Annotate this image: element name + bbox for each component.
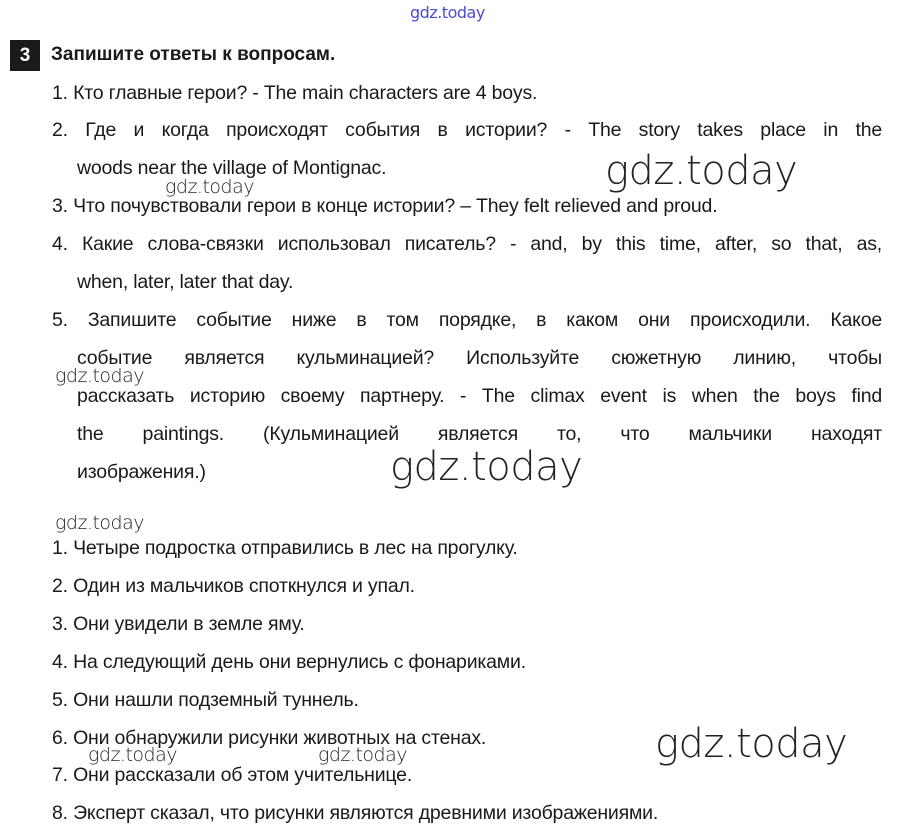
answer-line: рассказать историю своему партнеру. - The climax event is when the boys find [77, 385, 882, 407]
answer-line: 1. Кто главные герои? - The main characters are 4 boys. [52, 82, 538, 104]
event-item: 1. Четыре подростка отправились в лес на прогулку. [52, 537, 518, 559]
watermark: gdz.today [605, 148, 798, 194]
answer-line: woods near the village of Montignac. [77, 157, 387, 179]
watermark: gdz.today [88, 744, 177, 766]
exercise-title: Запишите ответы к вопросам. [51, 44, 336, 65]
event-item: 4. На следующий день они вернулись с фонариками. [52, 651, 526, 673]
watermark: gdz.today [410, 3, 485, 22]
watermark: gdz.today [318, 744, 407, 766]
watermark: gdz.today [55, 365, 144, 387]
answer-line: событие является кульминацией? Используйте сюжетную линию, чтобы [77, 347, 882, 369]
watermark: gdz.today [165, 176, 254, 198]
answer-line: изображения.) [77, 461, 206, 483]
watermark: gdz.today [655, 721, 848, 767]
exercise-number-badge: 3 [10, 40, 40, 71]
answer-line: 2. Где и когда происходят события в истории? - The story takes place in the [52, 119, 882, 141]
answer-line: 3. Что почувствовали герои в конце истории? – They felt relieved and proud. [52, 195, 718, 217]
answer-line: the paintings. (Кульминацией является то, что мальчики находят [77, 423, 882, 445]
event-item: 8. Эксперт сказал, что рисунки являются древними изображениями. [52, 802, 659, 824]
event-item: 7. Они рассказали об этом учительнице. [52, 764, 413, 786]
watermark: gdz.today [55, 512, 144, 534]
answer-line: 5. Запишите событие ниже в том порядке, в каком они происходили. Какое [52, 309, 882, 331]
event-item: 6. Они обнаружили рисунки животных на стенах. [52, 727, 487, 749]
event-item: 3. Они увидели в земле яму. [52, 613, 305, 635]
watermark: gdz.today [390, 444, 583, 490]
answer-line: when, later, later that day. [77, 271, 294, 293]
event-item: 2. Один из мальчиков споткнулся и упал. [52, 575, 415, 597]
answer-line: 4. Какие слова-связки использовал писатель? - and, by this time, after, so that, as, [52, 233, 882, 255]
event-item: 5. Они нашли подземный туннель. [52, 689, 359, 711]
